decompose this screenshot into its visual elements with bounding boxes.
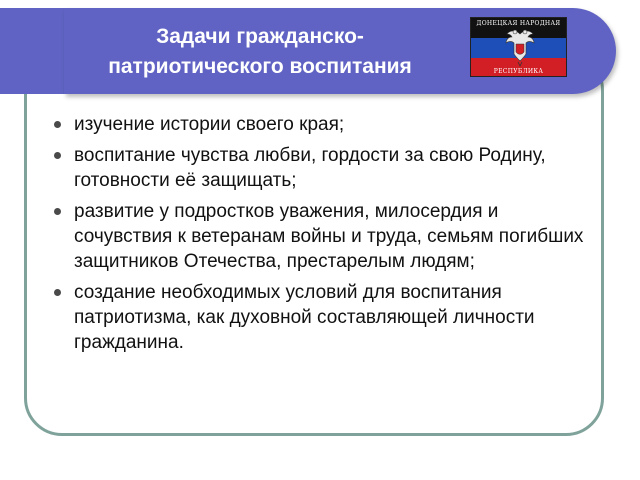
double-headed-eagle-icon xyxy=(504,26,536,68)
bullet-text: развитие у подростков уважения, милосердия и сочувствия к ветеранам войны и труда, семьям погибших защитников Отечества, престарелым людям; xyxy=(74,201,584,272)
slide-title xyxy=(60,22,460,82)
list-item xyxy=(52,143,592,193)
dpr-flag xyxy=(470,17,567,77)
title-line-2: патриотического воспитания xyxy=(108,55,412,78)
bullet-list xyxy=(52,112,592,361)
bullet-dot-icon xyxy=(54,289,61,296)
bullet-dot-icon xyxy=(54,152,61,159)
list-item xyxy=(52,199,592,274)
bullet-text: изучение истории своего края; xyxy=(74,114,345,135)
list-item xyxy=(52,112,592,137)
bullet-text: воспитание чувства любви, гордости за свою Родину, готовности её защищать; xyxy=(74,145,546,191)
bullet-text: создание необходимых условий для воспитания патриотизма, как духовной составляющей личности гражданина. xyxy=(74,282,535,353)
bullet-dot-icon xyxy=(54,121,61,128)
bullet-dot-icon xyxy=(54,208,61,215)
flag-top-text: ДОНЕЦКАЯ НАРОДНАЯ xyxy=(476,20,561,27)
list-item xyxy=(52,280,592,355)
title-line-1: Задачи гражданско- xyxy=(156,25,364,48)
flag-bottom-text: РЕСПУБЛИКА xyxy=(493,68,544,75)
